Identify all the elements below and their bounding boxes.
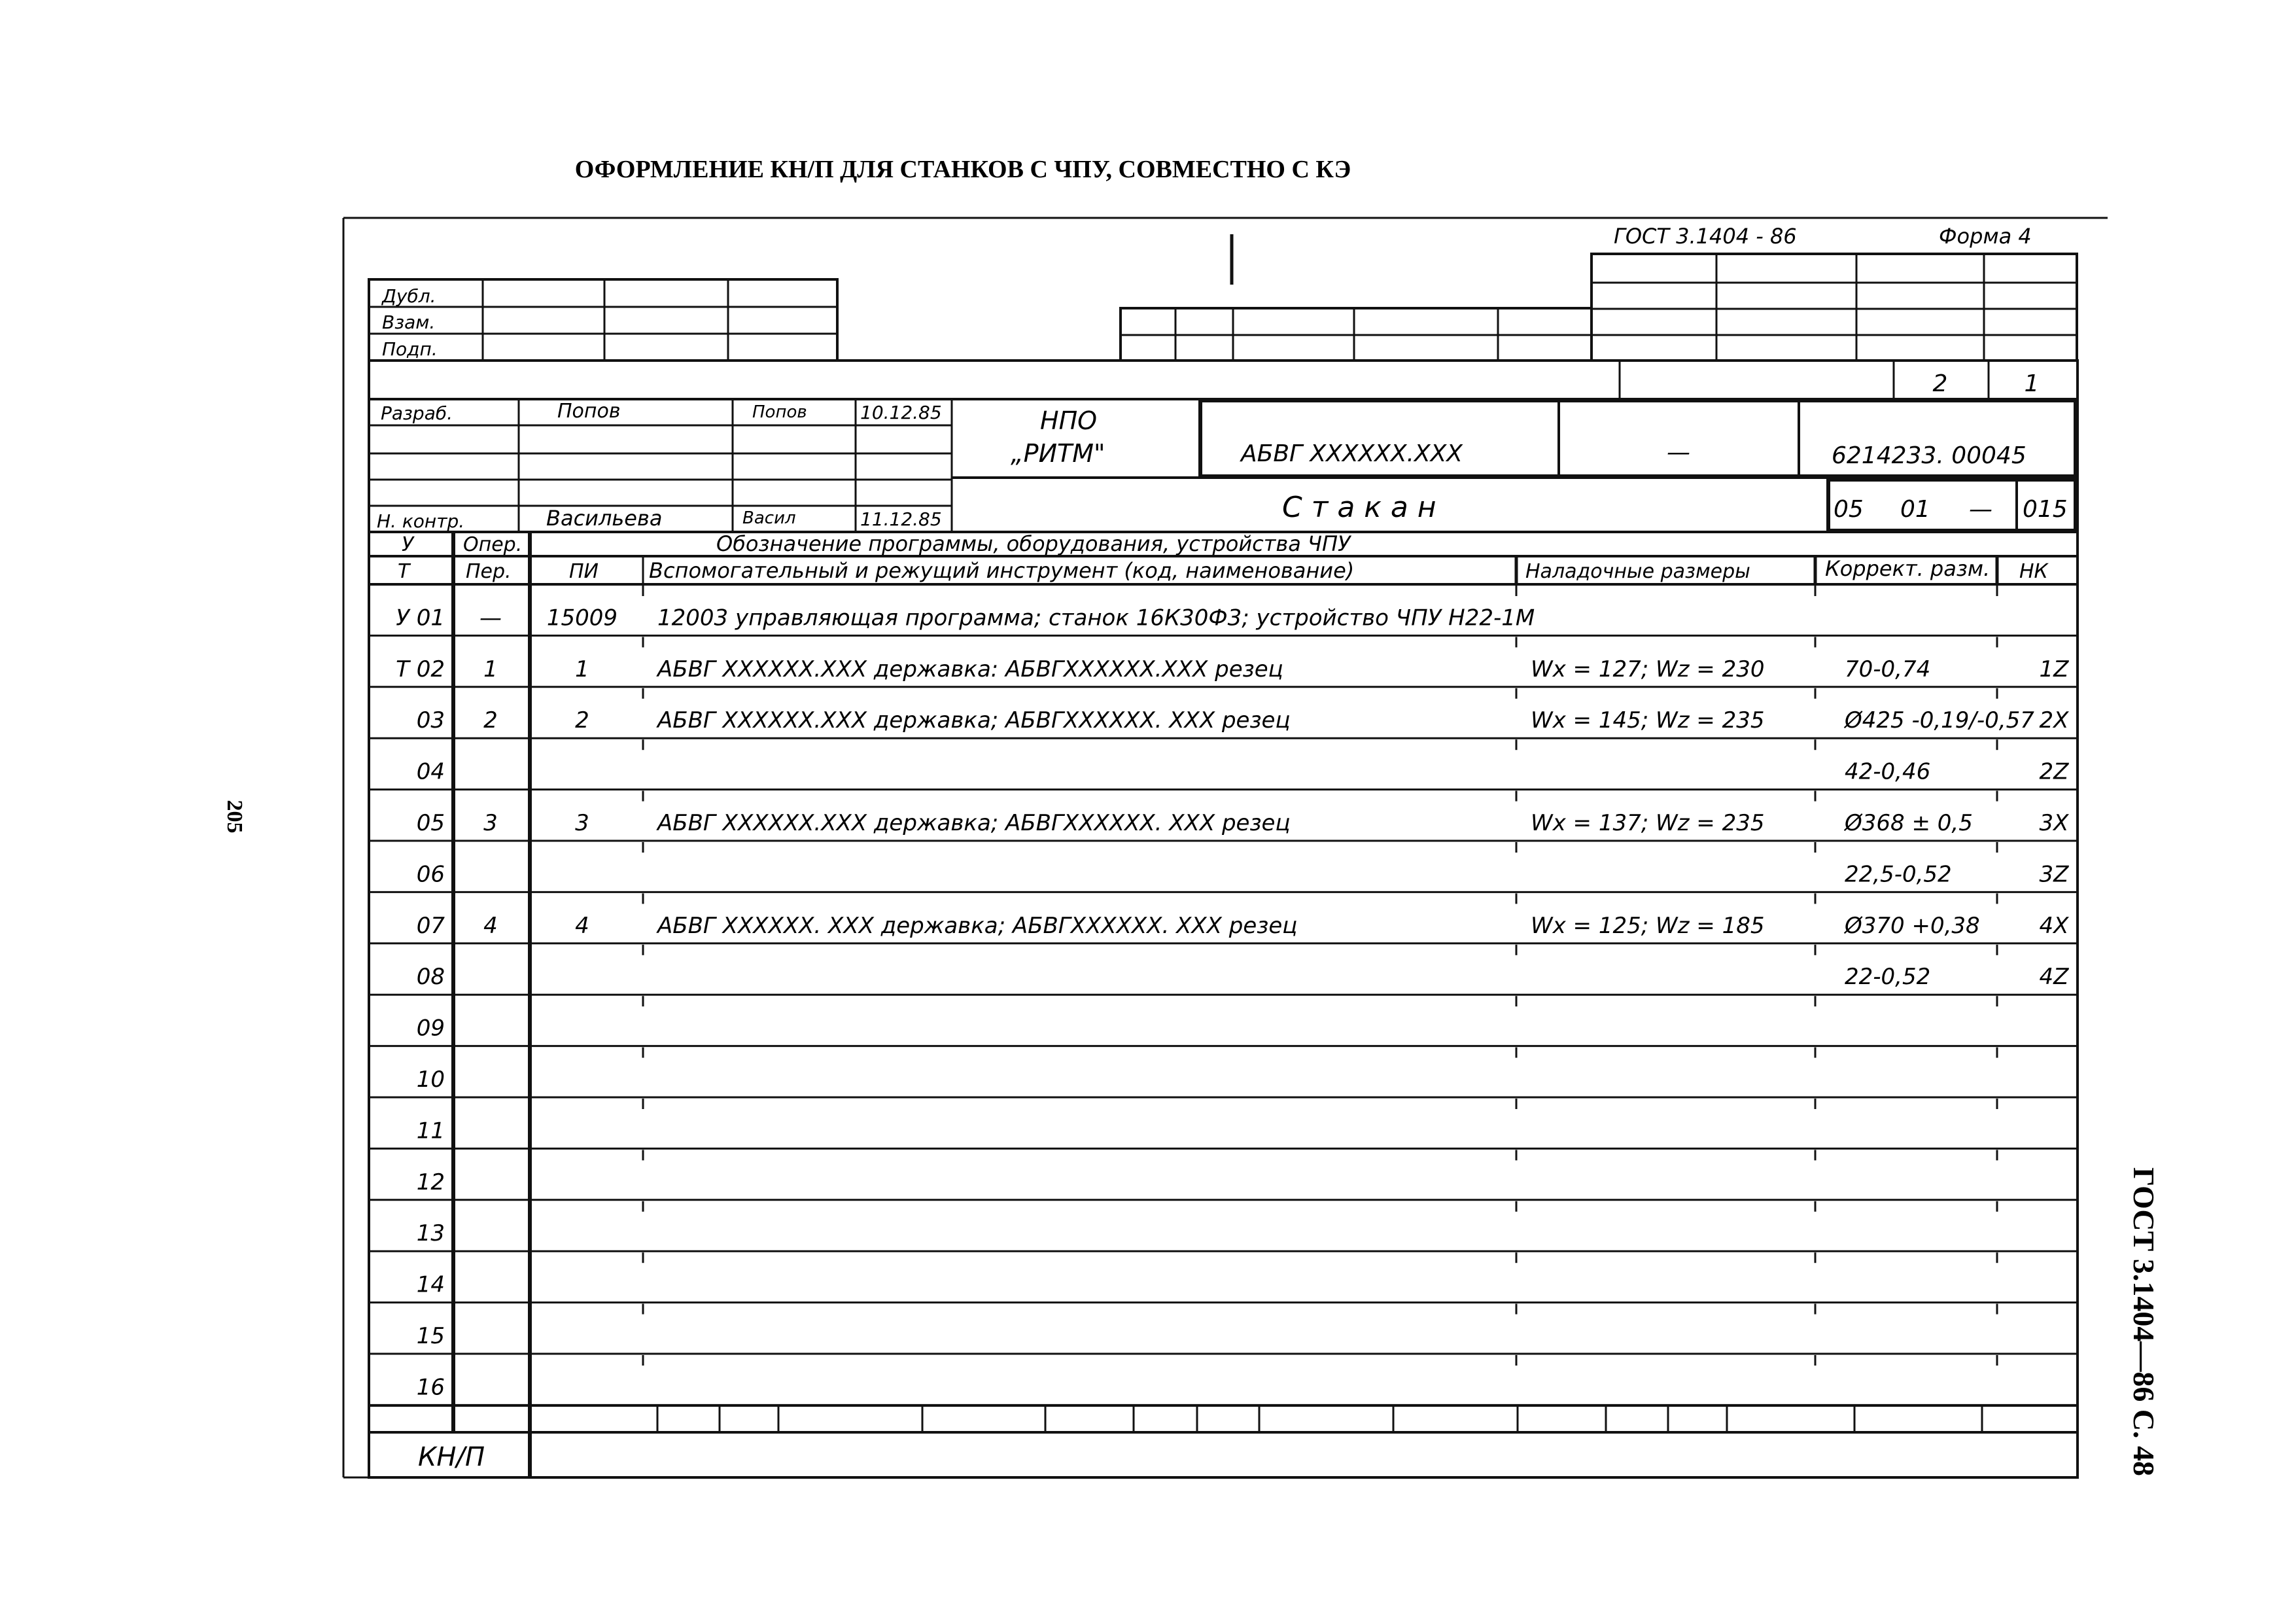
row-number: 07	[416, 912, 445, 939]
row-pi: 4	[575, 912, 589, 939]
row-nk: 2Z	[2039, 758, 2069, 785]
row-tool: АБВГ XXXXXX. XXX державка; АБВГXXXXXX. XXX резец	[657, 912, 1298, 939]
row-number: У 01	[396, 605, 445, 631]
dubl-block	[369, 279, 837, 361]
row-nk: 4Z	[2039, 964, 2069, 991]
row-number: 05	[416, 810, 445, 836]
row-number: 14	[416, 1271, 445, 1298]
razrab-name: Попов	[557, 400, 621, 423]
nkontr-name: Васильева	[546, 506, 663, 531]
code-op: 015	[2023, 496, 2068, 523]
row-number: 06	[416, 861, 445, 888]
vzam-label: Взам.	[382, 311, 436, 333]
row-operation: 3	[483, 810, 498, 836]
row-number: 13	[416, 1220, 445, 1247]
table-row	[369, 791, 2078, 841]
table-row	[369, 586, 2078, 635]
table-row	[369, 1201, 2078, 1251]
row-setup-sizes: Wx = 145; Wz = 235	[1531, 707, 1765, 734]
nkontr-signature: Васил	[742, 508, 796, 528]
table-row	[369, 637, 2078, 686]
table-row	[369, 1355, 2078, 1405]
row-operation: —	[479, 605, 502, 631]
row-number: 04	[416, 758, 445, 785]
form-number: Форма 4	[1939, 224, 2032, 249]
table-row	[369, 688, 2078, 738]
row-corrected-size: 22,5-0,52	[1845, 861, 1952, 888]
sheet-total: 2	[1932, 370, 1948, 397]
row-operation: 4	[483, 912, 498, 939]
row-nk: 3Z	[2039, 861, 2069, 888]
row-number: 09	[416, 1015, 445, 1042]
row-number: 03	[416, 707, 445, 734]
table-row	[369, 1048, 2078, 1097]
part-code: 6214233. 00045	[1832, 442, 2026, 469]
code-c: —	[1969, 496, 1992, 523]
row-operation: 1	[483, 656, 498, 682]
row-corrected-size: Ø425 -0,19/-0,57	[1845, 707, 2034, 734]
standard-label: ГОСТ 3.1404 - 86	[1614, 224, 1797, 249]
hdr-nk: НК	[2019, 560, 2048, 583]
table-row	[369, 893, 2078, 943]
table-row	[369, 996, 2078, 1046]
row-corrected-size: Ø370 +0,38	[1845, 912, 1980, 939]
row-corrected-size: 70-0,74	[1845, 656, 1931, 682]
podp-label: Подп.	[382, 338, 438, 360]
row-number: 10	[416, 1067, 445, 1093]
side-caption: ГОСТ 3.1404—86 С. 48	[2127, 1167, 2161, 1477]
hdr-t: Т	[398, 560, 410, 583]
razrab-signature: Попов	[752, 402, 807, 422]
hdr-tool: Вспомогательный и режущий инструмент (код, наименование)	[649, 558, 1355, 583]
org-line-1: НПО	[1040, 406, 1098, 435]
sheet-number: 1	[2024, 370, 2040, 397]
hdr-per: Пер.	[466, 560, 512, 583]
top-right-block	[1592, 254, 2077, 361]
nkontr-date: 11.12.85	[860, 508, 942, 530]
table-row	[369, 1304, 2078, 1354]
dubl-label: Дубл.	[382, 285, 436, 307]
row-number: 08	[416, 964, 445, 991]
code-a: 05	[1834, 496, 1864, 523]
org-line-2: „РИТМ"	[1011, 439, 1105, 468]
row-tool: АБВГ XXXXXX.XXX державка; АБВГXXXXXX. XXX резец	[657, 707, 1291, 734]
table-row	[369, 739, 2078, 789]
row-nk: 3X	[2039, 810, 2069, 836]
row-setup-sizes: Wx = 137; Wz = 235	[1531, 810, 1765, 836]
page-number: 205	[222, 800, 247, 834]
hdr-oper: Опер.	[463, 533, 523, 556]
row-nk: 1Z	[2039, 656, 2069, 682]
row-corrected-size: 42-0,46	[1845, 758, 1931, 785]
hdr-pi: ПИ	[569, 560, 599, 583]
row-tool: АБВГ XXXXXX.XXX державка; АБВГXXXXXX. XXX резец	[657, 810, 1291, 836]
row-pi: 2	[575, 707, 589, 734]
part-name: С т а к а н	[1282, 491, 1436, 524]
row-corrected-size: Ø368 ± 0,5	[1845, 810, 1973, 836]
operations-table	[369, 586, 2078, 1405]
row-nk: 4X	[2039, 912, 2069, 939]
row-setup-sizes: Wx = 125; Wz = 185	[1531, 912, 1765, 939]
row-pi: 3	[575, 810, 589, 836]
row-corrected-size: 22-0,52	[1845, 964, 1931, 991]
table-row	[369, 1252, 2078, 1302]
row-number: 15	[416, 1323, 445, 1349]
row-nk: 2X	[2039, 707, 2069, 734]
razrab-date: 10.12.85	[860, 402, 942, 423]
page-title: ОФОРМЛЕНИЕ КН/П ДЛЯ СТАНКОВ С ЧПУ, СОВМЕСТНО С КЭ	[574, 156, 1351, 183]
row-number: 11	[416, 1118, 445, 1144]
code-b: 01	[1900, 496, 1930, 523]
row-number: Т 02	[396, 656, 445, 682]
hdr-program: Обозначение программы, оборудования, устройства ЧПУ	[716, 531, 1351, 556]
hdr-nal: Наладочные размеры	[1525, 560, 1750, 583]
middle-top-block	[1121, 308, 1592, 361]
table-row	[369, 1099, 2078, 1148]
table-row	[369, 1150, 2078, 1199]
row-pi: 15009	[546, 605, 618, 631]
nkontr-label: Н. контр.	[377, 510, 465, 532]
table-row	[369, 842, 2078, 892]
table-row	[369, 945, 2078, 995]
row-pi: 1	[575, 656, 589, 682]
footer-label: КН/П	[417, 1442, 485, 1472]
razrab-label: Разраб.	[381, 402, 453, 424]
hdr-u: У	[402, 533, 414, 556]
hdr-korr: Коррект. разм.	[1825, 556, 1991, 581]
row-operation: 2	[483, 707, 498, 734]
row-tool: 12003 управляющая программа; станок 16К30Ф3; устройство ЧПУ Н22-1М	[657, 605, 1535, 631]
row-setup-sizes: Wx = 127; Wz = 230	[1531, 656, 1765, 682]
row-number: 12	[416, 1169, 445, 1195]
row-number: 16	[416, 1374, 445, 1401]
bottom-strip	[369, 1405, 2078, 1432]
dash-cell: —	[1667, 439, 1690, 466]
doc-code: АБВГ XXXXXX.XXX	[1241, 440, 1463, 467]
row-tool: АБВГ XXXXXX.XXX державка: АБВГXXXXXX.XXX резец	[657, 656, 1283, 682]
